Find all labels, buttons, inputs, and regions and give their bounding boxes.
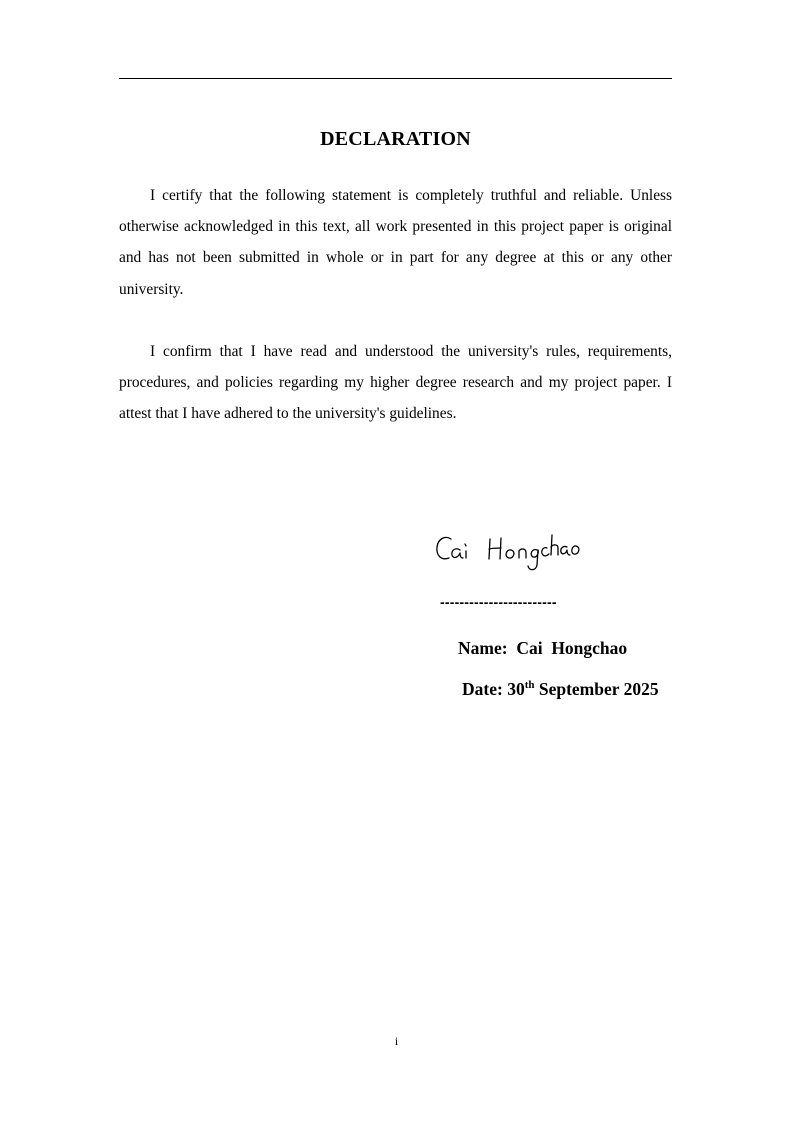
page-title: DECLARATION <box>320 128 471 150</box>
date-day-suffix: th <box>524 679 535 691</box>
name-value: Cai Hongchao <box>516 638 628 658</box>
header-rule <box>119 78 672 79</box>
signature-line: ------------------------ <box>440 594 557 610</box>
handwritten-signature <box>433 525 583 575</box>
date-label: Date: <box>462 679 503 699</box>
date-rest: September 2025 <box>538 679 659 699</box>
signature-date <box>462 677 659 701</box>
signatory-name <box>458 636 627 660</box>
name-label: Name: <box>458 638 508 658</box>
declaration-paragraph-2: I confirm that I have read and understood the university's rules, requirements, procedures, and policies regarding my higher degree research and my project paper. I attest that I have adhered to the university's guidelines. <box>119 343 672 423</box>
date-day: 30 <box>507 679 525 699</box>
declaration-paragraph-1: I certify that the following statement is completely truthful and reliable. Unless otherwise acknowledged in this text, all work presented in this project paper is original and has not been submitted in whole or in part for any degree at this or any other university. <box>119 187 672 298</box>
page-number: i <box>394 1034 399 1048</box>
